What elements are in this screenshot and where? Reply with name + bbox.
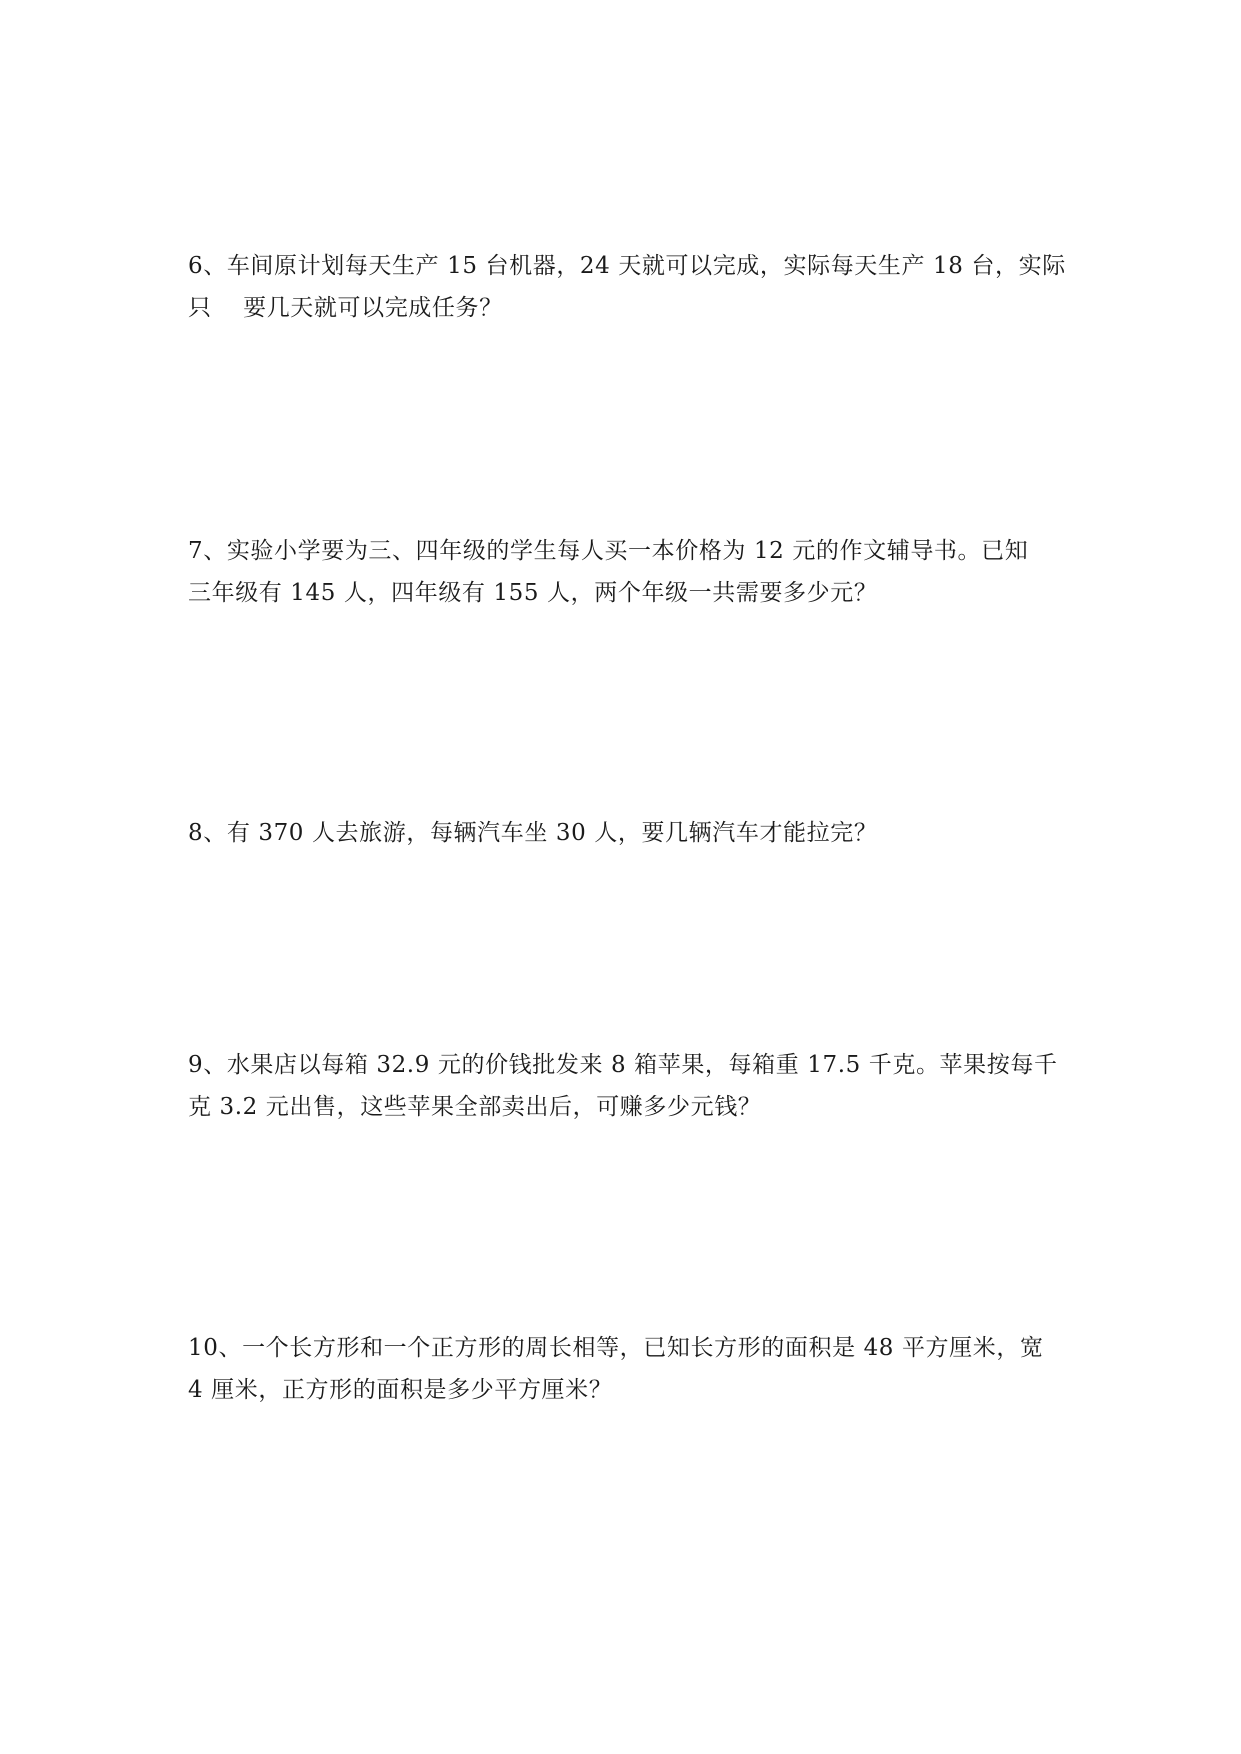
- problem-6: [188, 245, 1066, 329]
- problem-7: [188, 530, 1058, 614]
- problem-line: 6、车间原计划每天生产 15 台机器，24 天就可以完成，实际每天生产 18 台，实际: [188, 253, 1066, 279]
- problem-line: 10、一个长方形和一个正方形的周长相等，已知长方形的面积是 48 平方厘米，宽: [188, 1335, 1044, 1361]
- problem-8: [188, 812, 1058, 854]
- problem-9: [188, 1044, 1058, 1128]
- problem-line: 只 要几天就可以完成任务？: [188, 295, 503, 321]
- problem-line: 三年级有 145 人，四年级有 155 人，两个年级一共需要多少元？: [188, 580, 878, 606]
- problem-line: 4 厘米，正方形的面积是多少平方厘米？: [188, 1377, 613, 1403]
- problem-line: 克 3.2 元出售，这些苹果全部卖出后，可赚多少元钱？: [188, 1094, 762, 1120]
- problem-line: 8、有 370 人去旅游，每辆汽车坐 30 人，要几辆汽车才能拉完？: [188, 820, 878, 846]
- problem-line: 7、实验小学要为三、四年级的学生每人买一本价格为 12 元的作文辅导书。已知: [188, 538, 1029, 564]
- problem-10: [188, 1327, 1058, 1411]
- problem-line: 9、水果店以每箱 32.9 元的价钱批发来 8 箱苹果，每箱重 17.5 千克。苹果按每千: [188, 1052, 1058, 1078]
